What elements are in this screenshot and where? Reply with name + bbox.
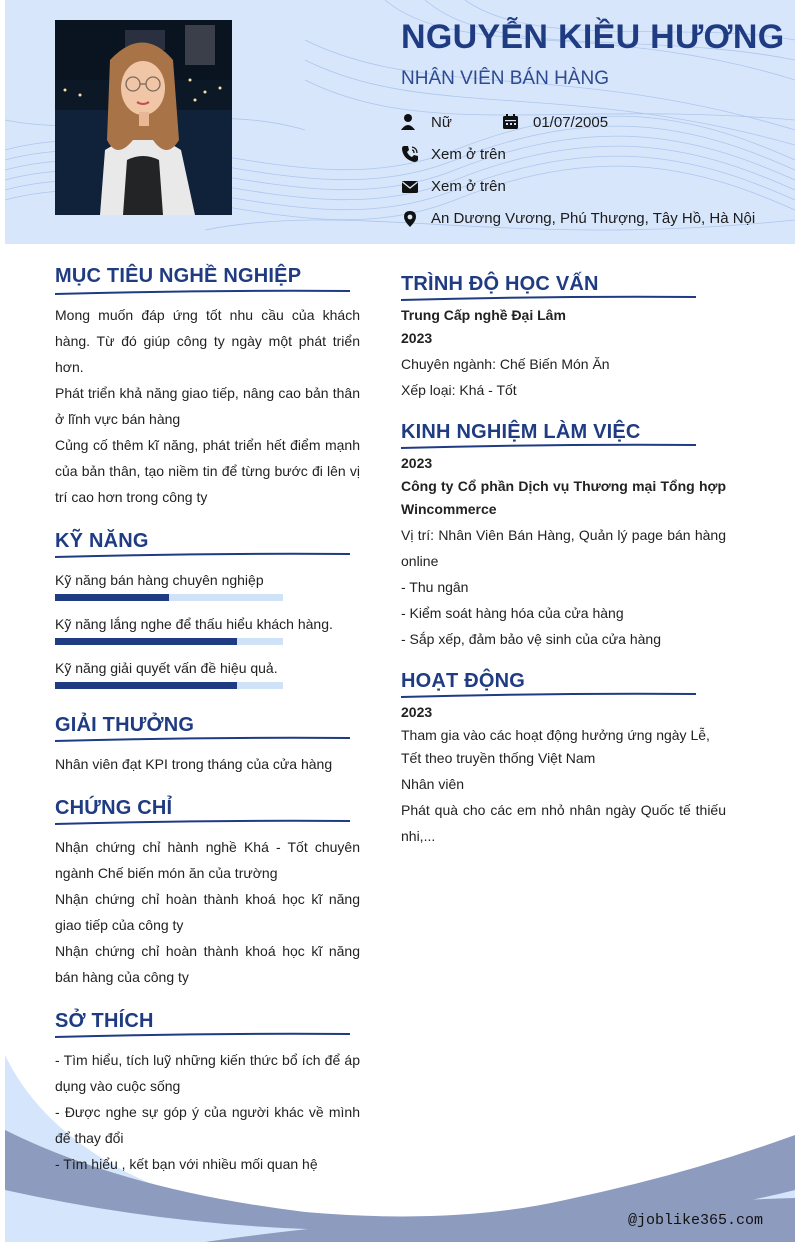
activities-event: Tham gia vào các hoạt động hưởng ứng ngày Lễ, Tết theo truyền thống Việt Nam xyxy=(401,727,710,766)
hobbies-text xyxy=(55,1047,360,1177)
education-school: Trung Cấp nghề Đại Lâm xyxy=(401,307,566,323)
experience-position: Vị trí: Nhân Viên Bán Hàng, Quản lý page bán hàng online xyxy=(401,527,726,569)
profile-photo xyxy=(55,20,232,215)
skill-label: Kỹ năng giải quyết vấn đề hiệu quả. xyxy=(55,660,278,676)
objective-title: MỤC TIÊU NGHỀ NGHIỆP xyxy=(55,265,302,287)
skills-title: KỸ NĂNG xyxy=(55,530,149,552)
certificate-item: Nhận chứng chỉ hành nghề Khá - Tốt chuyên ngành Chế biến món ăn của trường xyxy=(55,839,360,881)
experience-duty: - Sắp xếp, đảm bảo vệ sinh của cửa hàng xyxy=(401,631,661,647)
activities-description: Phát quà cho các em nhỏ nhân ngày Quốc tế thiếu nhi,... xyxy=(401,802,726,844)
calendar-icon xyxy=(502,113,520,131)
certificates-text xyxy=(55,834,360,990)
skill-bar xyxy=(55,638,283,645)
phone-value: Xem ở trên xyxy=(431,146,506,163)
skill-label: Kỹ năng bán hàng chuyên nghiệp xyxy=(55,572,264,588)
experience-company: Công ty Cổ phần Dịch vụ Thương mại Tổng hợp Wincommerce xyxy=(401,478,726,517)
hobbies-underline xyxy=(55,1032,355,1040)
address-value: An Dương Vương, Phú Thượng, Tây Hồ, Hà Nội xyxy=(431,210,756,227)
certificate-item: Nhận chứng chỉ hoàn thành khoá học kĩ năng bán hàng của công ty xyxy=(55,943,360,985)
cv-page xyxy=(5,0,795,1242)
activities-underline xyxy=(401,692,701,700)
hobbies-title: SỞ THÍCH xyxy=(55,1010,154,1032)
experience-year: 2023 xyxy=(401,455,433,471)
location-pin-icon xyxy=(401,210,419,228)
education-underline xyxy=(401,295,701,303)
awards-underline xyxy=(55,736,355,744)
skill-bar-fill xyxy=(55,638,237,645)
skill-bar-fill xyxy=(55,594,169,601)
certificate-item: Nhận chứng chỉ hoàn thành khoá học kĩ năng giao tiếp của công ty xyxy=(55,891,360,933)
skill-bar-fill xyxy=(55,682,237,689)
skills-underline xyxy=(55,552,355,560)
email-value: Xem ở trên xyxy=(431,178,506,195)
job-title: NHÂN VIÊN BÁN HÀNG xyxy=(401,68,609,89)
education-major: Chuyên ngành: Chế Biến Món Ăn xyxy=(401,356,610,372)
gender-value: Nữ xyxy=(431,114,452,131)
objective-underline xyxy=(55,289,355,297)
experience-title: KINH NGHIỆM LÀM VIỆC xyxy=(401,421,641,443)
awards-text: Nhân viên đạt KPI trong tháng của cửa hàng xyxy=(55,756,333,772)
hobby-item: - Được nghe sự góp ý của người khác về mình để thay đổi xyxy=(55,1104,360,1146)
certificates-underline xyxy=(55,819,355,827)
phone-icon xyxy=(401,145,419,163)
skill-bar xyxy=(55,682,283,689)
experience-details xyxy=(401,522,726,652)
hobby-item: - Tìm hiểu, tích luỹ những kiến thức bổ ích để áp dụng vào cuộc sống xyxy=(55,1052,360,1094)
activities-title: HOẠT ĐỘNG xyxy=(401,670,526,692)
objective-paragraph: Mong muốn đáp ứng tốt nhu cầu của khách hàng. Từ đó giúp công ty ngày một phát triển hơn. xyxy=(55,307,360,375)
email-icon xyxy=(401,178,419,196)
birthdate-value: 01/07/2005 xyxy=(533,114,609,131)
experience-underline xyxy=(401,443,701,451)
footer-watermark: @joblike365.com xyxy=(628,1212,764,1229)
education-grade: Xếp loại: Khá - Tốt xyxy=(401,382,517,398)
experience-duty: - Thu ngân xyxy=(401,579,469,595)
objective-paragraph: Củng cố thêm kĩ năng, phát triển hết điểm mạnh của bản thân, tạo niềm tin để từng bước đi lên vị trí cao hơn trong công ty xyxy=(55,437,360,505)
user-icon xyxy=(401,113,419,131)
objective-text xyxy=(55,302,360,510)
activities-year: 2023 xyxy=(401,704,433,720)
skill-label: Kỹ năng lắng nghe để thấu hiểu khách hàng. xyxy=(55,616,333,632)
objective-paragraph: Phát triển khả năng giao tiếp, nâng cao bản thân ở lĩnh vực bán hàng xyxy=(55,385,360,427)
candidate-name: NGUYỄN KIỀU HƯƠNG xyxy=(401,18,785,56)
certificates-title: CHỨNG CHỈ xyxy=(55,797,173,819)
skill-bar xyxy=(55,594,283,601)
education-title: TRÌNH ĐỘ HỌC VẤN xyxy=(401,273,599,295)
experience-duty: - Kiểm soát hàng hóa của cửa hàng xyxy=(401,605,624,621)
awards-title: GIẢI THƯỞNG xyxy=(55,714,195,736)
hobby-item: - Tìm hiểu , kết bạn với nhiều mối quan hệ xyxy=(55,1156,318,1172)
education-year: 2023 xyxy=(401,330,433,346)
activities-role: Nhân viên xyxy=(401,776,465,792)
